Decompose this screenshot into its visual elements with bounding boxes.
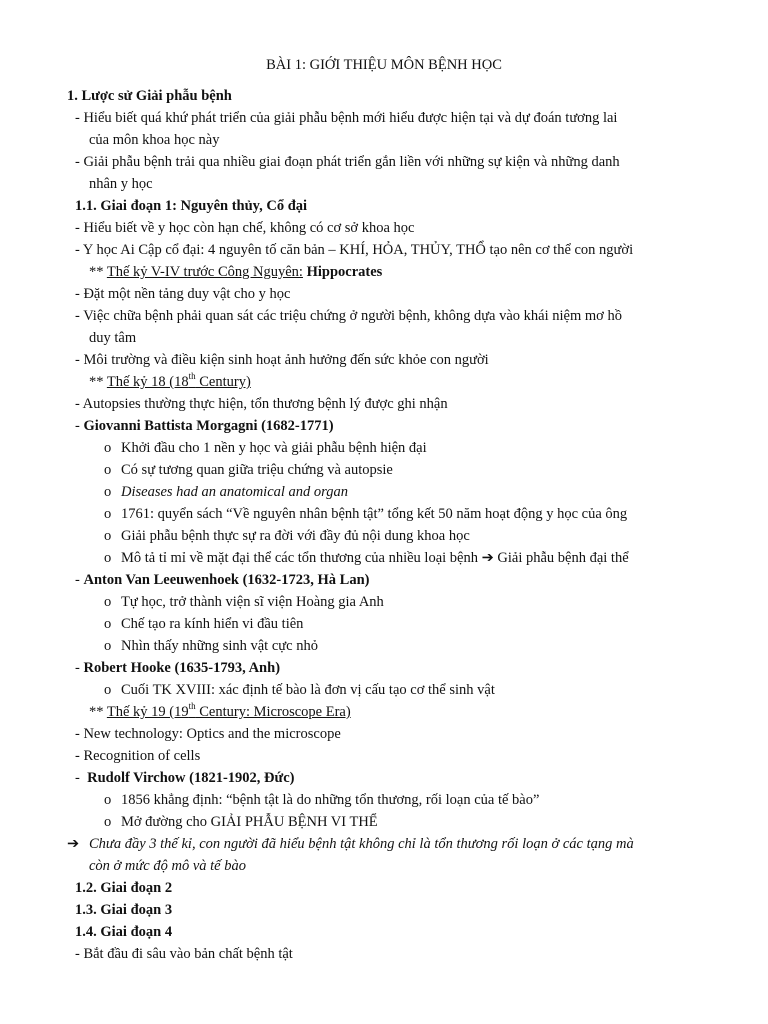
s1-bullet-2: - Giải phẫu bệnh trải qua nhiều giai đoạn phát triển gắn liền với những sự kiện và những danh <box>75 154 620 170</box>
person-morgagni: - Giovanni Battista Morgagni (1682-1771) <box>75 418 334 434</box>
circle-bullet-icon: o <box>104 462 112 478</box>
leeuwenhoek-item: o Tự học, trở thành viện sĩ viện Hoàng gia Anh <box>0 591 768 613</box>
section-1-3-heading: 1.3. Giai đoạn 3 <box>75 902 173 918</box>
virchow-item: o 1856 khẳng định: “bệnh tật là do những tổn thương, rối loạn của tế bào” <box>0 789 768 811</box>
morgagni-item: o Có sự tương quan giữa triệu chứng và autopsie <box>0 459 768 481</box>
leeuwenhoek-item: o Nhìn thấy những sinh vật cực nhỏ <box>0 635 768 657</box>
leeuwenhoek-item: o Chế tạo ra kính hiển vi đầu tiên <box>0 613 768 635</box>
morgagni-item: o Khởi đầu cho 1 nền y học và giải phẫu bệnh hiện đại <box>0 437 768 459</box>
hooke-item: o Cuối TK XVIII: xác định tế bào là đơn vị cấu tạo cơ thể sinh vật <box>0 679 768 701</box>
person-hooke: - Robert Hooke (1635-1793, Anh) <box>75 660 281 676</box>
era-prefix: ** <box>89 264 107 280</box>
morgagni-item: o Giải phẫu bệnh thực sự ra đời với đầy đủ nội dung khoa học <box>0 525 768 547</box>
c18-bullet-1: - Autopsies thường thực hiện, tổn thương bệnh lý được ghi nhận <box>75 396 448 412</box>
arrow-right-icon: ➔ <box>67 836 80 852</box>
era-prefix: ** <box>89 704 107 720</box>
person-virchow: - Rudolf Virchow (1821-1902, Đức) <box>75 770 295 786</box>
circle-bullet-icon: o <box>104 484 112 500</box>
s11-bullet-1: - Hiểu biết về y học còn hạn chế, không có cơ sở khoa học <box>75 220 415 236</box>
s1-bullet-2-cont: nhân y học <box>89 176 153 192</box>
era-label: Thế kỷ 18 (18th Century) <box>106 371 251 390</box>
c19-bullet-1: - New technology: Optics and the microscope <box>75 726 341 742</box>
circle-bullet-icon: o <box>104 814 112 830</box>
era-hippocrates <box>0 261 768 283</box>
hippocrates-bullet-1: - Đặt một nền tảng duy vật cho y học <box>75 286 291 302</box>
hippocrates-bullet-3: - Môi trường và điều kiện sinh hoạt ảnh hưởng đến sức khỏe con người <box>75 352 489 368</box>
era-label: Thế kỷ V-IV trước Công Nguyên: <box>106 264 303 280</box>
s1-bullet-1-cont: của môn khoa học này <box>89 132 220 148</box>
lesson-title: BÀI 1: GIỚI THIỆU MÔN BỆNH HỌC <box>266 57 502 73</box>
conclusion-cont: còn ở mức độ mô và tế bào <box>89 858 246 874</box>
era-18th-century <box>0 371 768 393</box>
section-1-1-heading: 1.1. Giai đoạn 1: Nguyên thủy, Cổ đại <box>75 198 308 214</box>
circle-bullet-icon: o <box>104 550 112 566</box>
s1-bullet-1: - Hiểu biết quá khứ phát triển của giải phẫu bệnh mới hiểu được hiện tại và dự đoán tương lai <box>75 110 618 126</box>
c19-bullet-2: - Recognition of cells <box>75 748 201 764</box>
circle-bullet-icon: o <box>104 682 112 698</box>
era-label: Thế kỷ 19 (19th Century: Microscope Era) <box>106 701 351 720</box>
circle-bullet-icon: o <box>104 792 112 808</box>
section-1-2-heading: 1.2. Giai đoạn 2 <box>75 880 173 896</box>
s11-bullet-2: - Y học Ai Cập cổ đại: 4 nguyên tố căn bản – KHÍ, HỎA, THỦY, THỔ tạo nên cơ thể con người <box>75 242 634 258</box>
era-prefix: ** <box>89 374 107 390</box>
morgagni-item: o 1761: quyển sách “Về nguyên nhân bệnh tật” tổng kết 50 năm hoạt động y học của ông <box>0 503 768 525</box>
virchow-item: o Mở đường cho GIẢI PHẪU BỆNH VI THỂ <box>0 811 768 833</box>
section-1-4-heading: 1.4. Giai đoạn 4 <box>75 924 173 940</box>
circle-bullet-icon: o <box>104 638 112 654</box>
s14-bullet-1: - Bắt đầu đi sâu vào bản chất bệnh tật <box>75 946 293 962</box>
circle-bullet-icon: o <box>104 440 112 456</box>
hippocrates-bullet-2: - Việc chữa bệnh phải quan sát các triệu chứng ở người bệnh, không dựa vào khái niệm mơ hồ <box>75 308 622 324</box>
circle-bullet-icon: o <box>104 506 112 522</box>
circle-bullet-icon: o <box>104 594 112 610</box>
conclusion: ➔ Chưa đầy 3 thế kỉ, con người đã hiểu bệnh tật không chỉ là tổn thương rối loạn ở các tạng mà <box>0 833 768 855</box>
person-leeuwenhoek: - Anton Van Leeuwenhoek (1632-1723, Hà Lan) <box>75 572 370 588</box>
hippocrates-bullet-2-cont: duy tâm <box>89 330 137 346</box>
era-19th-century <box>0 701 768 723</box>
section-1-heading: 1. Lược sử Giải phẫu bệnh <box>67 88 232 104</box>
morgagni-item: o Mô tả tỉ mỉ về mặt đại thể các tổn thương của nhiều loại bệnh ➔ Giải phẫu bệnh đại thể <box>0 547 768 569</box>
morgagni-item: o Diseases had an anatomical and organ <box>0 481 768 503</box>
era-person: Hippocrates <box>306 264 383 280</box>
circle-bullet-icon: o <box>104 528 112 544</box>
circle-bullet-icon: o <box>104 616 112 632</box>
